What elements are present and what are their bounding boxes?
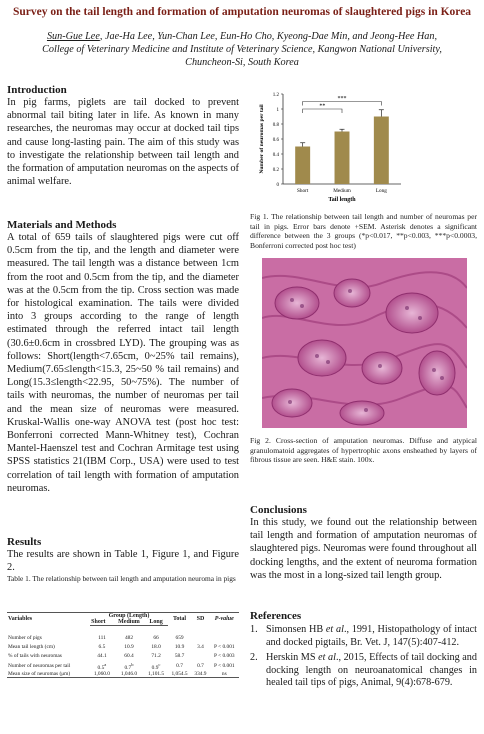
conclusions-heading: Conclusions xyxy=(250,504,307,516)
table-caption: Table 1. The relationship between tail length and amputation neuroma in pigs xyxy=(7,574,236,584)
cell: 3.4 xyxy=(197,644,204,650)
results-table xyxy=(7,612,239,678)
references-section xyxy=(250,610,477,693)
figure1-caption-block xyxy=(250,212,477,250)
table-row xyxy=(7,671,239,678)
superscript: b xyxy=(131,662,134,667)
cell: 1,054.5 xyxy=(168,671,192,678)
cell: 18.0 xyxy=(151,644,161,650)
cell xyxy=(144,662,168,671)
short-header: Short xyxy=(90,619,114,626)
y-tick-label: 0.8 xyxy=(272,122,279,128)
row-label: Number of neuromas per tail xyxy=(8,663,71,670)
author-block xyxy=(20,30,464,69)
presenting-author: Sun-Gue Lee xyxy=(46,31,100,42)
reference-item xyxy=(250,652,477,690)
methods-text: A total of 659 tails of slaughtered pigs were cut off 0.5cm from the tip, and the length and diameter were measured. The tail length was a distance between 1cm from the root and 0.5cm from the tip, and the diameter was at the 0.5cm from the tip. Cross section was made for histological examination. The tails were divided into 3 groups according to the range of length estimated through the referred intact tail length (30.6±0.6cm in crossbred LYD). The grouping was as follows: Short(length<7.65cm, 0~25% tail remains), Medium(7.65≤length<15.3, 25~50 % tail remains) and Long(15.3≤length<22.95, 50~75%). The number of tails with neuromas, the number of neuromas per tail and the mean size of neuromas were measured. Kruskal-Wallis one-way ANOVA test (post hoc test: Bonferroni corrected Mann-Whitney test), Cochran Mantel-Haenszel test and Cochran Armitage test using SPSS statistics 21(IBM Corp., USA) were used to test correlation of tail length with formation of amputation neuromas. xyxy=(7,232,239,494)
cell: ns xyxy=(210,671,239,678)
cell: 58.7 xyxy=(174,653,185,659)
cell xyxy=(114,662,145,671)
poster-title: Survey on the tail length and formation of amputation neuromas of slaughtered pigs in Korea xyxy=(12,6,472,18)
sd-header: SD xyxy=(191,613,209,626)
cell: 71.2 xyxy=(151,653,161,659)
cell: 659 xyxy=(175,635,184,641)
cell: 6.5 xyxy=(98,644,106,650)
cell-value: 0.7 xyxy=(124,664,132,671)
cell: 60.4 xyxy=(124,653,134,659)
x-tick-label: Short xyxy=(297,188,309,194)
bar xyxy=(335,132,350,185)
y-tick-label: 0.4 xyxy=(272,152,279,158)
author-list xyxy=(20,30,464,43)
cell: 10.9 xyxy=(124,644,134,650)
reference-etal: et al xyxy=(318,652,336,664)
reference-number: 2. xyxy=(250,652,258,664)
significance-bracket xyxy=(303,109,342,113)
table-row xyxy=(7,662,239,671)
cell: 44.1 xyxy=(97,653,107,659)
histology-image xyxy=(262,258,467,428)
reference-details: ., 2015, Effects of tail docking and docking length on neuroanatomical changes in healed tail tips of pigs, Animal, 9(4):678-679. xyxy=(266,652,477,689)
y-tick-label: 1.2 xyxy=(272,92,279,98)
bar xyxy=(374,117,389,185)
results-section xyxy=(7,536,239,584)
cell: 0.7 xyxy=(176,663,183,670)
results-heading: Results xyxy=(7,536,42,548)
x-tick-label: Medium xyxy=(333,188,351,194)
x-tick-label: Long xyxy=(375,188,387,194)
superscript: a xyxy=(104,662,107,667)
reference-item xyxy=(250,624,477,649)
cell: 111 xyxy=(98,635,106,641)
cell: P < 0.003 xyxy=(213,653,235,659)
cell: 1,101.5 xyxy=(144,671,168,678)
methods-heading: Materials and Methods xyxy=(7,219,117,231)
reference-number: 1. xyxy=(250,624,258,635)
introduction-section xyxy=(7,84,239,188)
group-header: Group (Length) xyxy=(90,613,168,620)
reference-authors: Simonsen HB xyxy=(266,624,326,635)
superscript: c xyxy=(158,662,161,667)
cell-value: 0.9 xyxy=(151,664,159,671)
y-tick-label: 0 xyxy=(276,182,279,188)
row-label: % of tails with neuromas xyxy=(8,653,62,659)
results-text: The results are shown in Table 1, Figure 1, and Figure 2. xyxy=(7,549,239,574)
affiliation-line-1: College of Veterinary Medicine and Institute of Veterinary Science, Kangwon National University, xyxy=(42,44,442,55)
cell: 1,060.0 xyxy=(90,671,114,678)
reference-authors: Herskin MS xyxy=(266,652,319,664)
conclusions-section xyxy=(250,504,477,582)
affiliation-line-2: Chuncheon-Si, South Korea xyxy=(185,57,299,68)
figure2-caption: Fig 2. Cross-section of amputation neuromas. Diffuse and atypical granulomatoid aggregates of hypertrophic axons ensheathed by layers of fibrous tissue are seen. H&E stain. 100x. xyxy=(250,436,477,465)
cell: 1,046.0 xyxy=(114,671,145,678)
cell: 10.9 xyxy=(174,644,185,650)
cell: 66 xyxy=(153,635,159,641)
bar xyxy=(295,147,310,185)
variables-header: Variables xyxy=(7,613,90,626)
conclusions-text: In this study, we found out the relationship between tail length and formation of amputation neuromas of slaughtered pigs. Neuromas were found throughout all docking lengths, and the extent of neuroma formation was the most in a long-sized tail length group. xyxy=(250,517,477,581)
introduction-text: In pig farms, piglets are tail docked to prevent abnormal tail biting later in life. As known in many researches, the neuromas may occur at docked tail tips and cause long-lasting pain. The aim of this study was to investigate the relationship between tail length and the formation of amputation neuromas on the aspects of animal welfare. xyxy=(7,97,239,188)
y-tick-label: 1 xyxy=(276,107,279,113)
neuroma-bar-chart xyxy=(251,88,466,208)
cell: 482 xyxy=(124,635,134,641)
significance-bracket xyxy=(303,102,382,106)
cell: 0.7 xyxy=(197,663,204,670)
co-authors: , Jae-Ha Lee, Yun-Chan Lee, Eun-Ho Cho, Kyeong-Dae Min, and Jeong-Hee Han, xyxy=(99,31,438,42)
introduction-heading: Introduction xyxy=(7,84,67,96)
y-tick-label: 0.6 xyxy=(272,137,279,143)
total-header: Total xyxy=(168,613,192,626)
figure1-caption: Fig 1. The relationship between tail length and number of neuromas per tail in pigs. Error bars denote +SEM. Asterisk denotes a significant difference between the 3 groups (*p<0.017, **p<0.003, ***p<0.0003, Bonferroni corrected post hoc test) xyxy=(250,212,477,250)
long-header: Long xyxy=(144,619,168,626)
cell xyxy=(90,662,114,671)
row-label: Mean tail length (cm) xyxy=(8,644,55,650)
references-heading: References xyxy=(250,610,302,622)
x-axis-label: Tail length xyxy=(328,197,356,203)
reference-etal: et al xyxy=(325,624,344,635)
cell: 334.9 xyxy=(191,671,209,678)
cell-value: 0.5 xyxy=(97,664,105,671)
cell: P < 0.001 xyxy=(213,663,235,670)
medium-header: Medium xyxy=(114,619,145,626)
reference-details: ., 1991, Histopathology of intact and docked pigtails, Br. Vet. J, 147(5):407-412. xyxy=(266,624,478,648)
significance-label: *** xyxy=(337,96,347,102)
methods-section xyxy=(7,219,239,495)
figure2-caption-block xyxy=(250,436,477,465)
p-value-header: P-value xyxy=(210,613,239,626)
cell: P < 0.001 xyxy=(213,644,235,650)
reference-list xyxy=(250,624,477,690)
y-tick-label: 0.2 xyxy=(272,167,279,173)
row-label: Number of pigs xyxy=(8,635,42,641)
significance-label: ** xyxy=(319,103,326,110)
row-label: Mean size of neuromas (μm) xyxy=(7,671,90,678)
y-axis-label: Number of neuromas per tail xyxy=(259,104,265,174)
